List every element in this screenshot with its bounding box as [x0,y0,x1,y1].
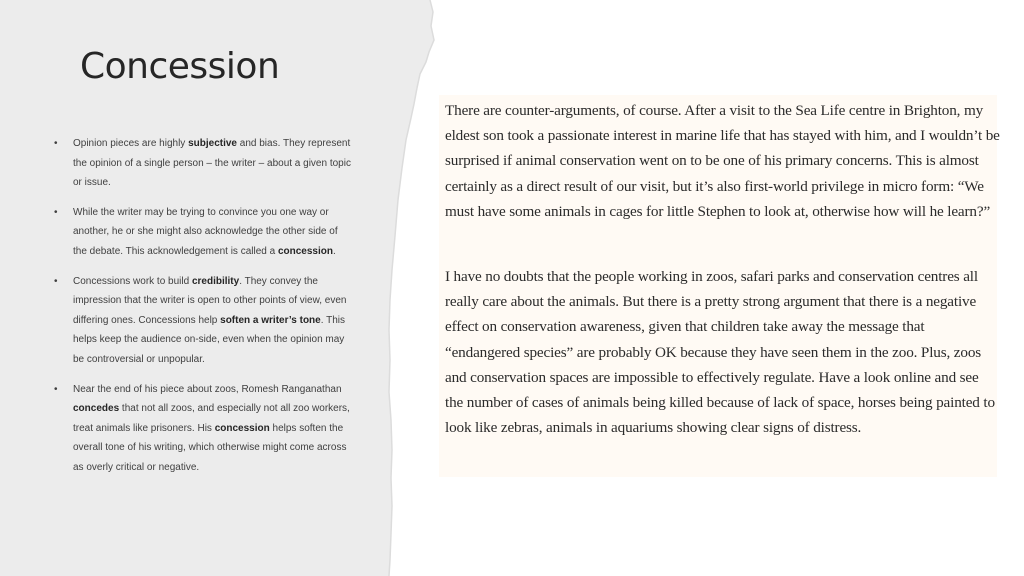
bullet-text: While the writer may be trying to convince you one way or another, he or she might also acknowledge the other side of the debate. This acknowledgement is called a [73,206,338,257]
bullet-bold-term: credibility [191,275,240,287]
bullet-dot-icon: • [54,275,58,287]
bullet-bold-term: concession [214,422,270,434]
bullet-item [54,134,354,193]
bullet-bold-term: concession [277,245,333,257]
bullet-dot-icon: • [54,383,58,395]
bullet-text: and bias. They represent the opinion of a single person – the writer – about a given topic or issue. [73,138,351,189]
bullet-dot-icon: • [54,206,58,218]
bullet-text: helps soften the overall tone of his writing, which otherwise might come across as overly critical or negative. [73,422,347,473]
bullet-text: . [332,245,336,257]
bullet-bold-term: concedes [73,403,120,415]
excerpt-paragraph-2: I have no doubts that the people working in zoos, safari parks and conservation centres all really care about the animals. But there is a pretty strong argument that there is a negative effect on conservation awareness, given that children take away the message that “endangered species” are probably OK because they have seen them in the zoo. Plus, zoos and conservation spaces are impossible to effectively regulate. Have a look online and see the number of cases of animals being killed because of lack of space, horses being painted to look like zebras, animals in aquariums showing clear signs of distress. [445,268,995,437]
bullet-item [54,380,354,478]
bullet-text: Concessions work to build [73,275,192,287]
bullet-text: Near the end of his piece about zoos, Romesh Ranganathan [73,383,342,395]
bullet-text: Opinion pieces are highly [73,138,189,149]
bullet-item [54,203,354,262]
bullet-item [54,272,354,370]
bullet-bold-term: subjective [188,138,237,149]
excerpt-paragraph-1: There are counter-arguments, of course. After a visit to the Sea Life centre in Brighton, my eldest son took a passionate interest in marine life that has stayed with him, and I wouldn’t be surprised if animal conservation went on to be one of his primary concerns. This is almost certainly as a direct result of our visit, but it’s also first-world privilege in micro form: “We must have some animals in cages for little Stephen to look at, otherwise how will he learn?” [445,102,1000,220]
bullet-text: . They convey the impression that the writer is open to other points of view, even differing ones. Concessions help [73,275,347,326]
bullet-bold-term: soften a writer’s tone [220,314,321,326]
bullet-dot-icon: • [54,138,58,149]
bullet-text: . This helps keep the audience on-side, even when the opinion may be controversial or unpopular. [73,314,345,365]
slide-title: Concession [80,46,280,87]
bullet-list [54,134,354,488]
bullet-text: that not all zoos, and especially not all zoo workers, treat animals like prisoners. His [73,403,350,434]
